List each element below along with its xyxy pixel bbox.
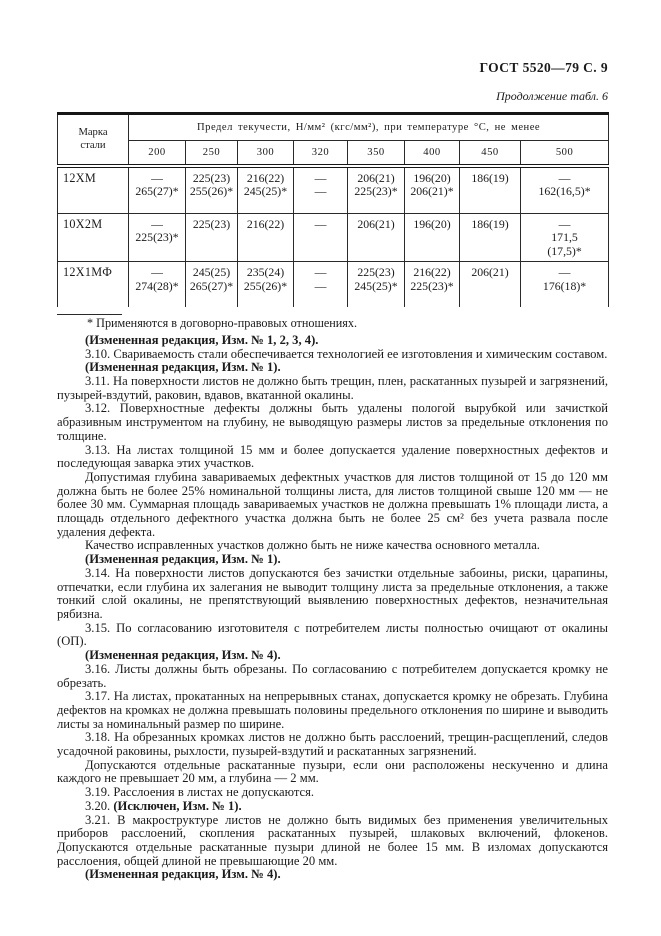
- yield-strength-table: [57, 112, 609, 307]
- clause-3-13-note-1: Допустимая глубина завариваемых дефектных участков для листов толщиной от 15 до 120 мм должна быть не более 25% номинальной толщины листа, для листов толщиной свыше 120 мм — не более 30 мм. Суммарная площадь завариваемых участков не должна превышать 1% площади листа, а площадь отдельного дефектного участка должна быть не более 25 см² без учета развала после удаления дефекта.: [57, 469, 608, 539]
- steel-grade-cell: 12ХМ: [58, 166, 129, 214]
- table-cell: — —: [294, 262, 348, 308]
- steel-grade-cell: 12Х1МФ: [58, 262, 129, 308]
- clause-3-10: 3.10. Свариваемость стали обеспечивается технологией ее изготовления и химическим составом.: [85, 346, 608, 361]
- temperature-header: 400: [405, 141, 460, 167]
- revision-note: (Измененная редакция, Изм. № 1).: [85, 552, 281, 567]
- column-header-yield-strength: Предел текучести, Н/мм² (кгс/мм²), при температуре °С, не менее: [129, 114, 609, 141]
- temperature-header: 500: [521, 141, 609, 167]
- table-cell: 225(23): [186, 214, 238, 262]
- table-cell: — 162(16,5)*: [521, 166, 609, 214]
- table-row: [58, 166, 609, 214]
- table-cell: —: [294, 214, 348, 262]
- table-row: [58, 262, 609, 308]
- temperature-header: 300: [238, 141, 294, 167]
- table-cell: 245(25) 265(27)*: [186, 262, 238, 308]
- clause-3-14: 3.14. На поверхности листов допускаются без зачистки отдельные забоины, риски, царапины, отпечатки, если глубина их залегания не выводит толщину листа за предельные отклонения, а также тонкий слой окалины, не препятствующий выявлению поверхностных дефектов, незначительная рябизна.: [57, 565, 608, 621]
- clause-3-16: 3.16. Листы должны быть обрезаны. По согласованию с потребителем допускается кромку не обрезать.: [57, 661, 608, 690]
- table-cell: — 274(28)*: [129, 262, 186, 308]
- clause-number: 3.20.: [85, 798, 114, 813]
- clause-3-12: 3.12. Поверхностные дефекты должны быть удалены пологой вырубкой или зачисткой абразивным инструментом на глубину, не выводящую размеры листов за предельные отклонения по толщине.: [57, 401, 608, 443]
- steel-grade-cell: 10Х2М: [58, 214, 129, 262]
- temperature-header: 350: [348, 141, 405, 167]
- clause-3-15: 3.15. По согласованию изготовителя с потребителем листы полностью очищают от окалины (ОП).: [57, 620, 608, 649]
- table-cell: — —: [294, 166, 348, 214]
- clause-3-19: 3.19. Расслоения в листах не допускаются.: [85, 785, 315, 800]
- clause-3-18-note: Допускаются отдельные раскатанные пузыри, если они расположены нескученно и длина каждого не превышает 20 мм, а глубина — 2 мм.: [57, 757, 608, 786]
- table-cell: 225(23) 255(26)*: [186, 166, 238, 214]
- table-cell: — 225(23)*: [129, 214, 186, 262]
- table-cell: 216(22) 245(25)*: [238, 166, 294, 214]
- table-header-row-1: [58, 114, 609, 141]
- clause-3-13-note-2: Качество исправленных участков должно быть не ниже качества основного металла.: [85, 538, 540, 553]
- clause-3-21: 3.21. В макроструктуре листов не должно быть видимых без применения увеличительных приборов расслоений, скопления раскатанных пузырей, шлаковых включений, флокенов. Допускаются отдельные раскатанные пузыри длиной не более 15 мм. В изломах допускаются расслоения, общей длиной не превышающие 20 мм.: [57, 812, 608, 868]
- table-cell: — 265(27)*: [129, 166, 186, 214]
- table-cell: — 176(18)*: [521, 262, 609, 308]
- temperature-header: 320: [294, 141, 348, 167]
- table-cell: 196(20): [405, 214, 460, 262]
- temperature-header: 250: [186, 141, 238, 167]
- footnote-separator: [57, 314, 122, 315]
- clause-3-20: [57, 800, 608, 814]
- table-cell: 225(23) 245(25)*: [348, 262, 405, 308]
- body-text: [57, 334, 608, 882]
- revision-note: (Измененная редакция, Изм. № 1).: [85, 360, 281, 375]
- document-reference: ГОСТ 5520—79 С. 9: [479, 60, 608, 75]
- clause-3-13: 3.13. На листах толщиной 15 мм и более допускается удаление поверхностных дефектов и последующая заварка этих участков.: [57, 442, 608, 471]
- table-cell: 196(20) 206(21)*: [405, 166, 460, 214]
- temperature-header: 450: [460, 141, 521, 167]
- revision-note: (Измененная редакция, Изм. № 4).: [85, 648, 281, 663]
- table-cell: 216(22): [238, 214, 294, 262]
- revision-note: (Измененная редакция, Изм. № 1, 2, 3, 4).: [85, 332, 319, 347]
- table-cell: 186(19): [460, 166, 521, 214]
- clause-3-18: 3.18. На обрезанных кромках листов не должно быть расслоений, трещин-расщеплений, следов усадочной раковины, рыхлости, пузырей-вздутий и раскатанных загрязнений.: [57, 730, 608, 759]
- clause-3-11: 3.11. На поверхности листов не должно быть трещин, плен, раскатанных пузырей и загрязнений, пузырей-вздутий, раковин, вдавов, вкатанной окалины.: [57, 374, 608, 402]
- table-cell: 206(21): [348, 214, 405, 262]
- table-cell: 206(21): [460, 262, 521, 308]
- table-footnote: * Применяются в договорно-правовых отношениях.: [87, 316, 358, 331]
- temperature-header: 200: [129, 141, 186, 167]
- table-header-row-temperatures: [58, 141, 609, 167]
- table-cell: 235(24) 255(26)*: [238, 262, 294, 308]
- table-cell: 216(22) 225(23)*: [405, 262, 460, 308]
- table-row: [58, 214, 609, 262]
- table-cell: — 171,5 (17,5)*: [521, 214, 609, 262]
- excluded-note: (Исключен, Изм. № 1).: [113, 798, 242, 813]
- clause-3-17: 3.17. На листах, прокатанных на непрерывных станах, допускается кромку не обрезать. Глубина дефектов на кромках не должна превышать половины предельного отклонения по ширине и выводить листы за номинальный размер по ширине.: [57, 689, 608, 731]
- revision-note: (Измененная редакция, Изм. № 4).: [85, 867, 281, 882]
- table-continuation-caption: Продолжение табл. 6: [496, 89, 608, 103]
- table-cell: 206(21) 225(23)*: [348, 166, 405, 214]
- table-cell: 186(19): [460, 214, 521, 262]
- column-header-steel-grade: Марка стали: [58, 114, 129, 167]
